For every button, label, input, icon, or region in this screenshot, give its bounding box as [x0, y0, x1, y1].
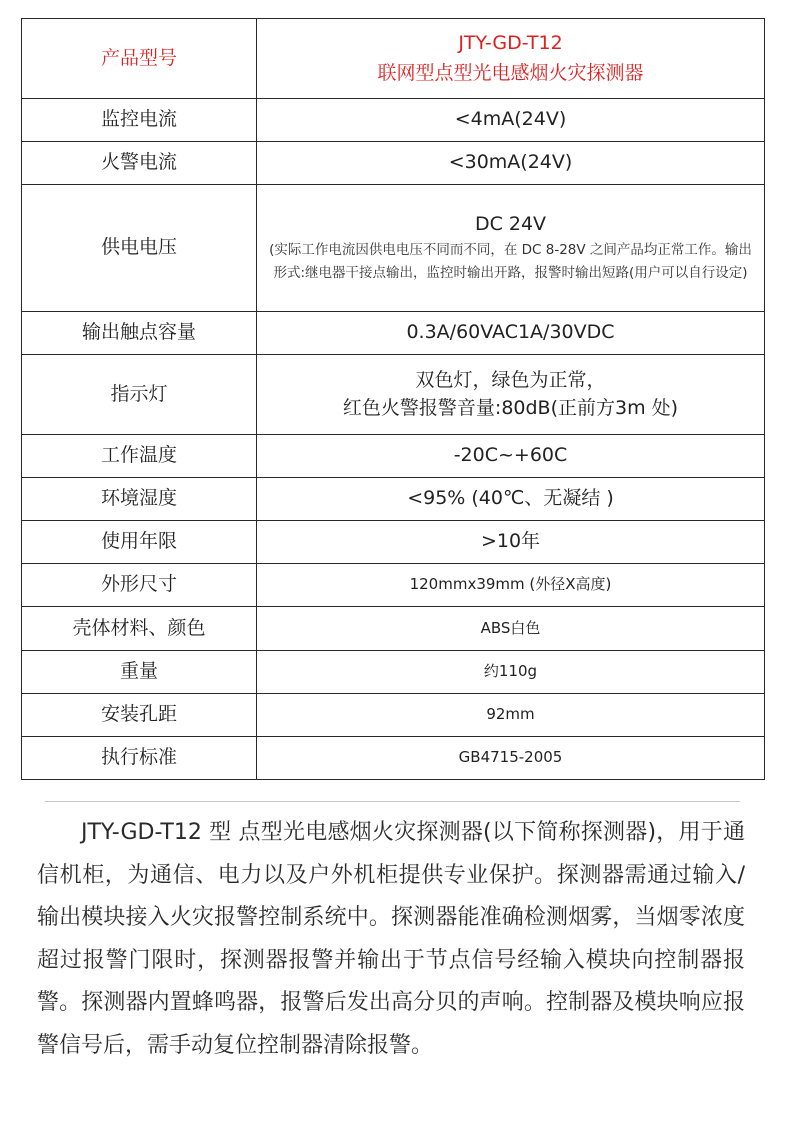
row-monitor-current: [22, 99, 765, 142]
label-model: 产品型号: [22, 19, 257, 99]
label-service-life: 使用年限: [22, 521, 257, 564]
label-material: 壳体材料、颜色: [22, 607, 257, 651]
row-indicator: [22, 355, 765, 435]
label-indicator: 指示灯: [22, 355, 257, 435]
row-model: [22, 19, 765, 99]
spec-table: [21, 18, 765, 780]
value-humidity: <95% (40℃、无凝结 ): [257, 478, 765, 521]
label-weight: 重量: [22, 651, 257, 694]
row-weight: [22, 651, 765, 694]
label-alarm-current: 火警电流: [22, 142, 257, 185]
label-standard: 执行标准: [22, 737, 257, 780]
label-hole-spacing: 安装孔距: [22, 694, 257, 737]
value-dimensions: 120mmx39mm (外径X高度): [257, 564, 765, 607]
label-monitor-current: 监控电流: [22, 99, 257, 142]
row-dimensions: [22, 564, 765, 607]
value-contact-capacity: 0.3A/60VAC1A/30VDC: [257, 312, 765, 355]
row-contact-capacity: [22, 312, 765, 355]
label-supply-voltage: 供电电压: [22, 185, 257, 312]
row-standard: [22, 737, 765, 780]
row-working-temp: [22, 435, 765, 478]
value-weight: 约110g: [257, 651, 765, 694]
label-contact-capacity: 输出触点容量: [22, 312, 257, 355]
supply-voltage-note: (实际工作电流因供电电压不同而不同，在 DC 8-28V 之间产品均正常工作。输出形式:继电器干接点输出，监控时输出开路，报警时输出短路(用户可以自行设定): [269, 241, 752, 282]
section-divider: [45, 801, 740, 802]
value-service-life: >10年: [257, 521, 765, 564]
value-indicator: [257, 355, 765, 435]
row-alarm-current: [22, 142, 765, 185]
model-number: JTY-GD-T12: [458, 32, 563, 55]
indicator-line-2: 红色火警报警音量:80dB(正前方3m 处): [342, 396, 679, 419]
product-description: JTY-GD-T12 型 点型光电感烟火灾探测器(以下简称探测器)，用于通信机柜，为通信、电力以及户外机柜提供专业保护。探测器需通过输入/输出模块接入火灾报警控制系统中。探测器能准确检测烟雾，当烟零浓度超过报警门限时，探测器报警并输出于节点信号经输入模块向控制器报警。探测器内置蜂鸣器，报警后发出高分贝的声响。控制器及模块响应报警信号后，需手动复位控制器清除报警。: [37, 820, 745, 1058]
value-alarm-current: <30mA(24V): [257, 142, 765, 185]
label-working-temp: 工作温度: [22, 435, 257, 478]
supply-voltage-main: DC 24V: [474, 213, 547, 236]
row-service-life: [22, 521, 765, 564]
value-monitor-current: <4mA(24V): [257, 99, 765, 142]
value-working-temp: -20C~+60C: [257, 435, 765, 478]
label-dimensions: 外形尺寸: [22, 564, 257, 607]
value-model: [257, 19, 765, 99]
row-material: [22, 607, 765, 651]
value-material: ABS白色: [257, 607, 765, 651]
product-name: 联网型点型光电感烟火灾探测器: [377, 61, 644, 84]
row-humidity: [22, 478, 765, 521]
value-hole-spacing: 92mm: [257, 694, 765, 737]
value-standard: GB4715-2005: [257, 737, 765, 780]
indicator-line-1: 双色灯，绿色为正常，: [415, 368, 606, 391]
row-supply-voltage: [22, 185, 765, 312]
row-hole-spacing: [22, 694, 765, 737]
value-supply-voltage: [257, 185, 765, 312]
label-humidity: 环境湿度: [22, 478, 257, 521]
